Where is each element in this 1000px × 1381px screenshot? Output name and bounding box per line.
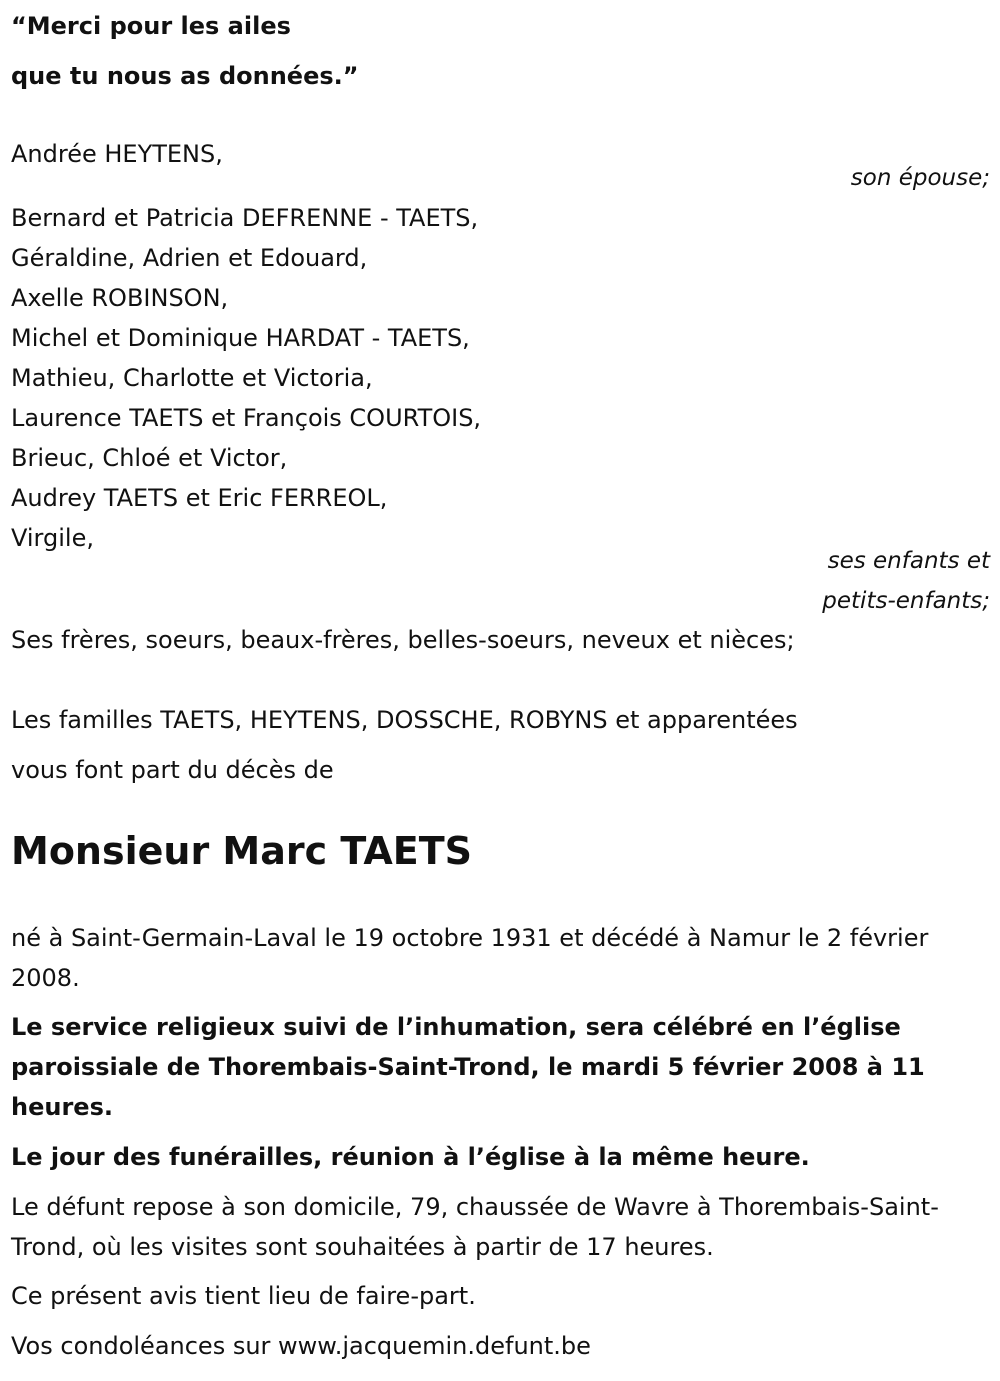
spouse-relation: son épouse; [850, 165, 990, 191]
announcement-line: vous font part du décès de [11, 756, 334, 784]
siblings-line: Ses frères, soeurs, beaux-frères, belles-soeurs, neveux et nièces; [11, 626, 795, 654]
children-relation-2: petits-enfants; [822, 588, 990, 614]
list-item: Brieuc, Chloé et Victor, [11, 444, 288, 472]
list-item: Axelle ROBINSON, [11, 284, 229, 312]
rest-paragraph: Le défunt repose à son domicile, 79, chaussée de Wavre à Thorembais-Saint-Trond, où les visites sont souhaitées à partir de 17 heures. [11, 1193, 939, 1261]
children-relation-1: ses enfants et [827, 548, 990, 574]
list-item: Laurence TAETS et François COURTOIS, [11, 404, 482, 432]
list-item: Mathieu, Charlotte et Victoria, [11, 364, 373, 392]
list-item: Audrey TAETS et Eric FERREOL, [11, 484, 388, 512]
list-item: Virgile, [11, 524, 94, 552]
quote-line-2: que tu nous as données.” [11, 62, 359, 90]
list-item: Bernard et Patricia DEFRENNE - TAETS, [11, 204, 479, 232]
families-line: Les familles TAETS, HEYTENS, DOSSCHE, ROBYNS et apparentées [11, 706, 798, 734]
deceased-name: Monsieur Marc TAETS [11, 829, 472, 873]
meeting-paragraph: Le jour des funérailles, réunion à l’église à la même heure. [11, 1143, 810, 1171]
spouse-name: Andrée HEYTENS, [11, 140, 223, 168]
birth-death-paragraph: né à Saint-Germain-Laval le 19 octobre 1931 et décédé à Namur le 2 février 2008. [11, 924, 929, 992]
list-item: Michel et Dominique HARDAT - TAETS, [11, 324, 470, 352]
service-paragraph: Le service religieux suivi de l’inhumation, sera célébré en l’église paroissiale de Thorembais-Saint-Trond, le mardi 5 février 2008 à 11 heures. [11, 1013, 925, 1121]
condolences-paragraph: Vos condoléances sur www.jacquemin.defunt.be [11, 1332, 591, 1360]
quote-line-1: “Merci pour les ailes [11, 12, 291, 40]
list-item: Géraldine, Adrien et Edouard, [11, 244, 368, 272]
notice-paragraph: Ce présent avis tient lieu de faire-part. [11, 1282, 476, 1310]
